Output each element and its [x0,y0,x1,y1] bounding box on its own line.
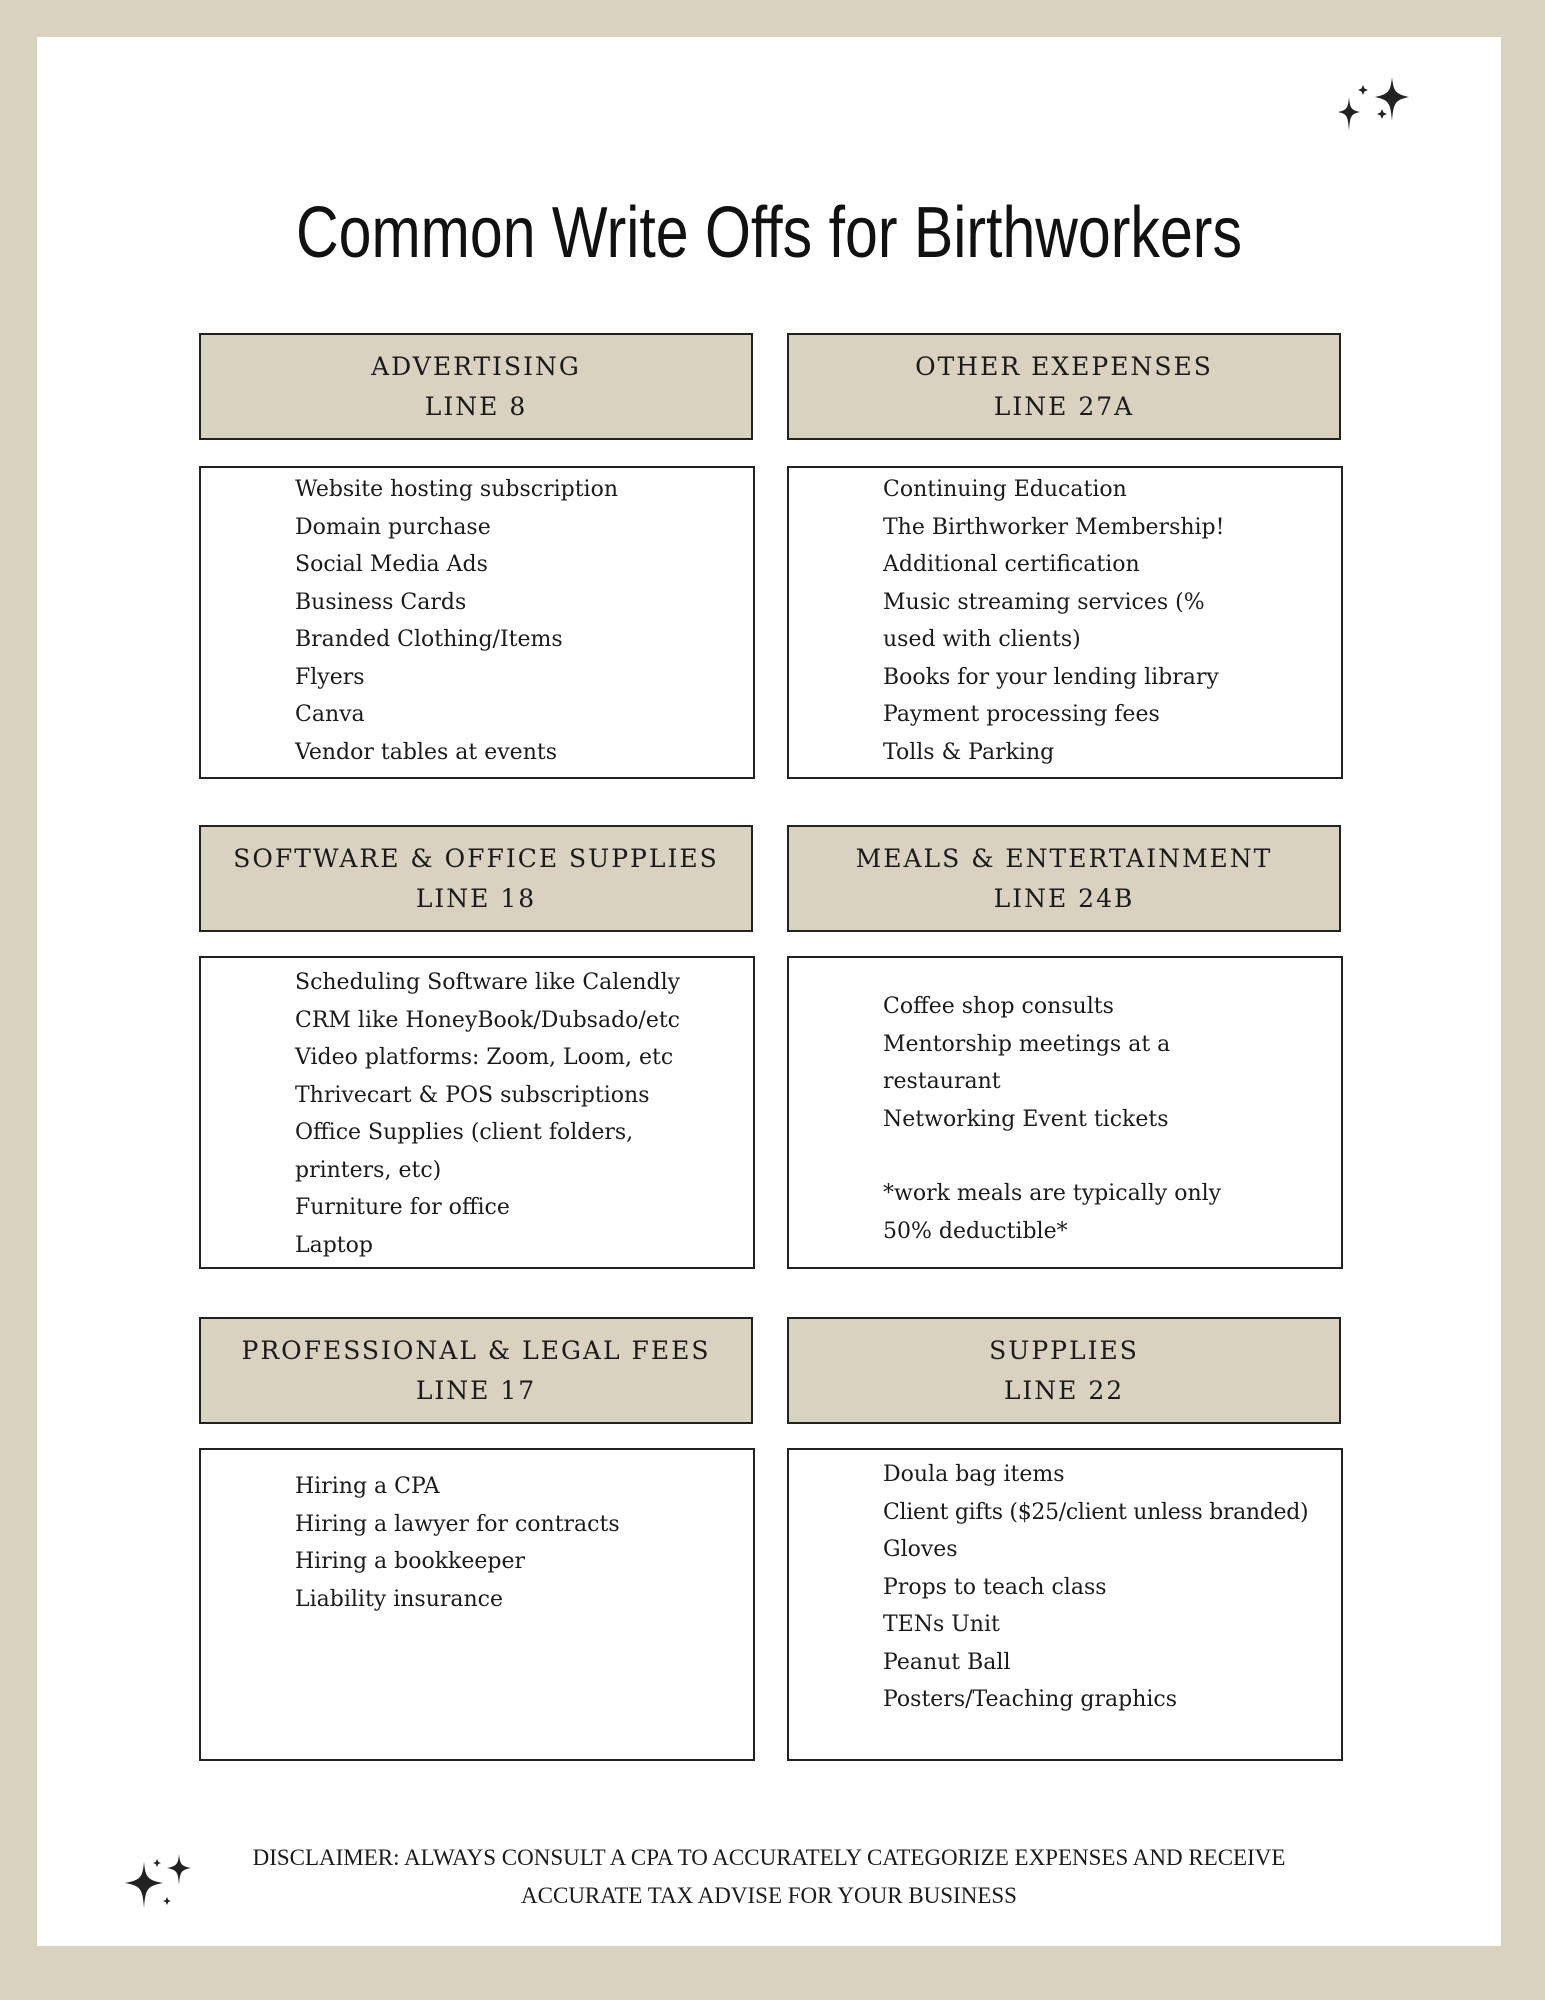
list-item: Music streaming services (% used with clients) [883,589,1205,652]
list-item: Posters/Teaching graphics [883,1687,1178,1712]
list-item: Networking Event tickets [883,1106,1169,1132]
list-item: Hiring a lawyer for contracts [295,1511,620,1537]
list-item: Doula bag items [883,1462,1065,1487]
disclaimer [37,1839,1501,1915]
section-category: SOFTWARE & OFFICE SUPPLIES [233,843,719,873]
list-item: Branded Clothing/Items [295,627,563,652]
section-list-professional-legal [199,1448,755,1761]
list-item: Scheduling Software like Calendly [295,970,681,995]
list-item: Client gifts ($25/client unless branded) [883,1499,1309,1525]
list-item: Website hosting subscription [295,477,619,502]
list-item: Video platforms: Zoom, Loom, etc [295,1045,674,1070]
list-item: Furniture for office [295,1195,510,1220]
section-line: LINE 24B [993,883,1135,913]
section-list-supplies [787,1448,1343,1761]
section-line: LINE 18 [415,883,537,913]
list-item: Laptop [295,1232,373,1258]
list-item: Office Supplies (client folders, printers, etc) [295,1120,634,1183]
list-item: Peanut Ball [883,1649,1011,1675]
list-item: CRM like HoneyBook/Dubsado/etc [295,1007,680,1033]
list-item: Books for your lending library [883,664,1219,690]
list-item: The Birthworker Membership! [883,514,1225,540]
document-page [37,37,1501,1946]
section-header-professional-legal [199,1317,753,1424]
section-list-software-office [199,956,755,1269]
list-item: Additional certification [883,552,1140,577]
list-item: Props to teach class [883,1574,1107,1600]
section-header-meals-entertainment [787,825,1341,932]
list-item: Canva [295,702,365,727]
section-header-other-expenses [787,333,1341,440]
section-category: PROFESSIONAL & LEGAL FEES [241,1335,711,1365]
section-category: SUPPLIES [989,1335,1139,1365]
list-item: Business Cards [295,589,467,615]
meals-deduction-note: *work meals are typically only 50% deductible* [883,1181,1222,1244]
section-line: LINE 27A [993,391,1135,421]
list-item: Thrivecart & POS subscriptions [295,1082,650,1108]
list-item: Gloves [883,1537,958,1562]
list-item: Mentorship meetings at a restaurant [883,1031,1171,1094]
section-category: ADVERTISING [371,351,581,381]
disclaimer-line: ACCURATE TAX ADVISE FOR YOUR BUSINESS [521,1883,1017,1908]
section-line: LINE 22 [1003,1375,1125,1405]
list-item: Coffee shop consults [883,994,1114,1019]
list-item: Payment processing fees [883,702,1160,727]
list-item: TENs Unit [883,1612,1000,1637]
list-item: Domain purchase [295,514,491,540]
section-category: MEALS & ENTERTAINMENT [855,843,1273,873]
section-list-meals-entertainment [787,956,1343,1269]
section-header-supplies [787,1317,1341,1424]
page-title: Common Write Offs for Birthworkers [296,193,1242,273]
list-item: Social Media Ads [295,552,488,577]
section-header-advertising [199,333,753,440]
list-item: Liability insurance [295,1586,504,1612]
section-list-other-expenses [787,466,1343,779]
list-item: Vendor tables at events [295,739,557,765]
section-list-advertising [199,466,755,779]
list-item: Flyers [295,664,365,690]
list-item: Continuing Education [883,477,1127,502]
sparkles-icon [1335,77,1425,147]
disclaimer-line: DISCLAIMER: ALWAYS CONSULT A CPA TO ACCURATELY CATEGORIZE EXPENSES AND RECEIVE [252,1845,1286,1870]
list-item: Hiring a CPA [295,1474,440,1499]
list-item: Hiring a bookkeeper [295,1549,526,1574]
section-line: LINE 17 [415,1375,537,1405]
section-header-software-office [199,825,753,932]
list-item: Tolls & Parking [883,739,1055,765]
section-line: LINE 8 [424,391,528,421]
section-category: OTHER EXEPENSES [915,351,1213,381]
